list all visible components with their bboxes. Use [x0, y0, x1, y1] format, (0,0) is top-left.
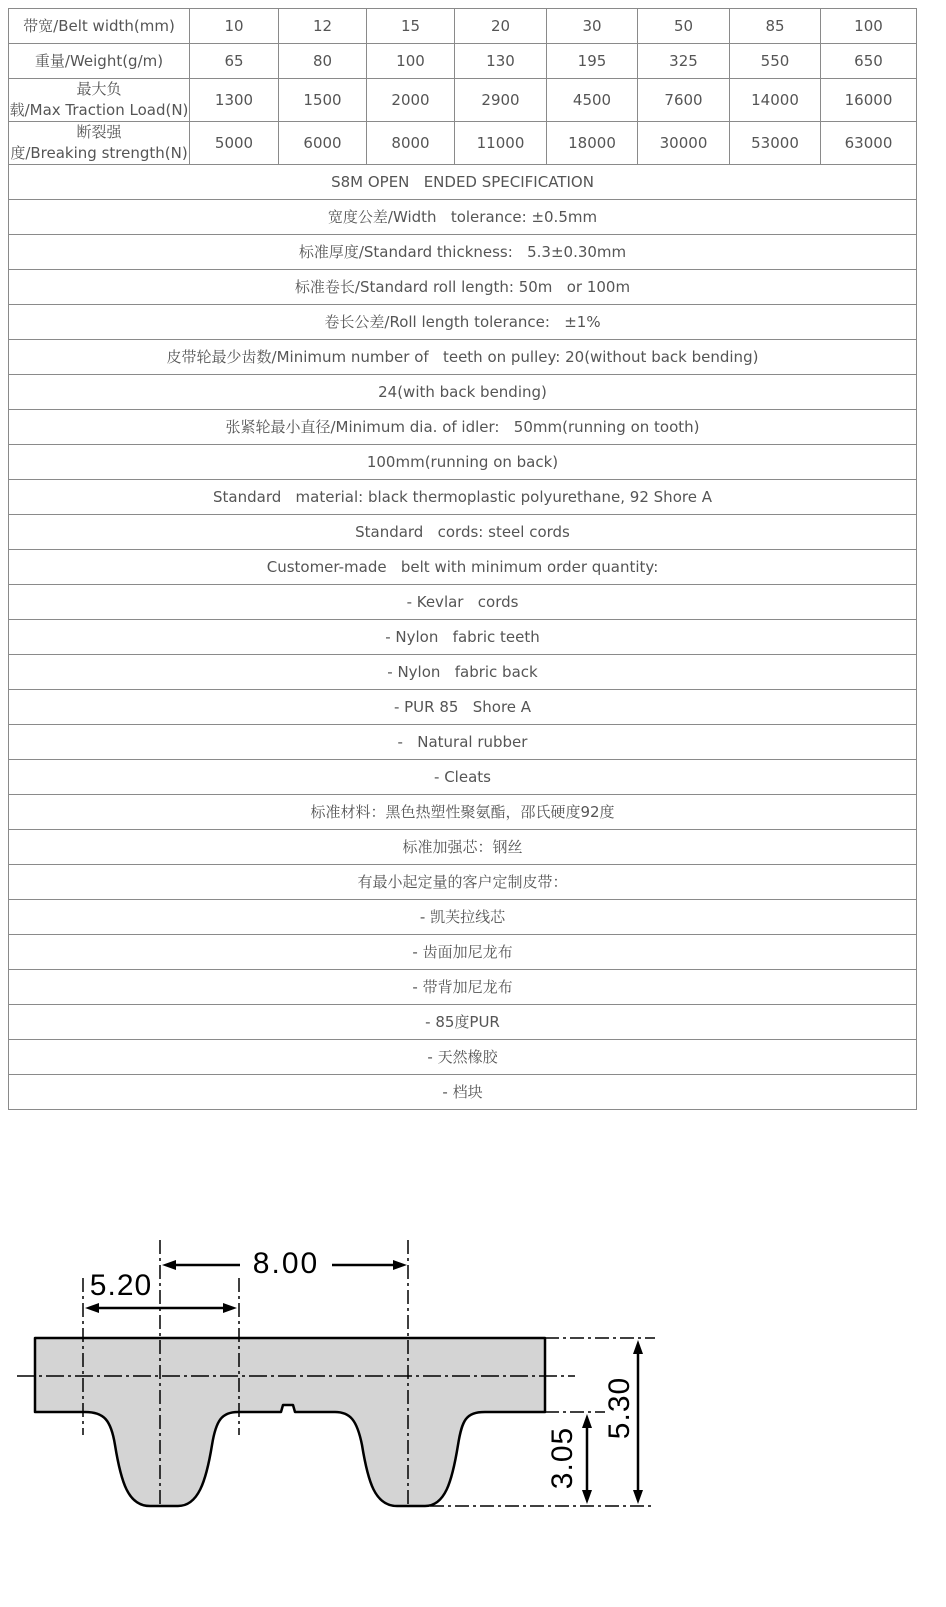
spec-text: - Nylon fabric back: [9, 655, 917, 690]
grid-cell: 80: [279, 44, 367, 79]
spec-row: [9, 935, 917, 970]
grid-row: [9, 9, 917, 44]
grid-cell: 30: [547, 9, 638, 44]
spec-table: [8, 8, 917, 1110]
spec-row: [9, 445, 917, 480]
spec-text: - 带背加尼龙布: [9, 970, 917, 1005]
grid-cell: 1300: [190, 79, 279, 122]
spec-row: [9, 655, 917, 690]
tooth-height-label: 3.05: [546, 1426, 579, 1490]
grid-cell: 130: [455, 44, 547, 79]
s8m-profile-drawing: [0, 1220, 946, 1520]
grid-cell: 100: [367, 44, 455, 79]
row-header-line: 度/Breaking strength(N): [10, 144, 188, 162]
grid-cell: 30000: [638, 122, 730, 165]
grid-cell: 65: [190, 44, 279, 79]
spec-text: 标准加强芯：钢丝: [9, 830, 917, 865]
spec-text: - 天然橡胶: [9, 1040, 917, 1075]
grid-cell: 85: [730, 9, 821, 44]
spec-text: - 档块: [9, 1075, 917, 1110]
spec-text: 皮带轮最少齿数/Minimum number of teeth on pulley: 20(without back bending): [9, 340, 917, 375]
row-header: 重量/Weight(g/m): [9, 44, 190, 79]
grid-cell: 11000: [455, 122, 547, 165]
total-height-label: 5.30: [603, 1376, 636, 1440]
spec-text: - PUR 85 Shore A: [9, 690, 917, 725]
pitch-label: 8.00: [252, 1247, 320, 1280]
grid-cell: 195: [547, 44, 638, 79]
spec-text: Customer-made belt with minimum order quantity:: [9, 550, 917, 585]
spec-text: 标准厚度/Standard thickness: 5.3±0.30mm: [9, 235, 917, 270]
grid-cell: 6000: [279, 122, 367, 165]
grid-cell: 10: [190, 9, 279, 44]
spec-row: [9, 1040, 917, 1075]
spec-row: [9, 725, 917, 760]
grid-cell: 14000: [730, 79, 821, 122]
spec-row: [9, 165, 917, 200]
grid-cell: 18000: [547, 122, 638, 165]
spec-row: [9, 620, 917, 655]
spec-row: [9, 270, 917, 305]
grid-cell: 15: [367, 9, 455, 44]
spec-row: [9, 375, 917, 410]
grid-cell: 50: [638, 9, 730, 44]
spec-row: [9, 305, 917, 340]
spec-text: - Cleats: [9, 760, 917, 795]
spec-row: [9, 585, 917, 620]
spec-row: [9, 970, 917, 1005]
grid-cell: 63000: [821, 122, 917, 165]
grid-cell: 650: [821, 44, 917, 79]
grid-cell: 4500: [547, 79, 638, 122]
spec-text: 卷长公差/Roll length tolerance: ±1%: [9, 305, 917, 340]
spec-row: [9, 830, 917, 865]
grid-cell: 7600: [638, 79, 730, 122]
spec-row: [9, 760, 917, 795]
grid-row: [9, 79, 917, 122]
spec-row: [9, 865, 917, 900]
spec-row: [9, 900, 917, 935]
spec-text: - Kevlar cords: [9, 585, 917, 620]
grid-row: [9, 122, 917, 165]
spec-row: [9, 340, 917, 375]
grid-cell: 2000: [367, 79, 455, 122]
grid-cell: 100: [821, 9, 917, 44]
spec-row: [9, 200, 917, 235]
row-header-line: 最大负: [76, 80, 122, 98]
tooth-width-label: 5.20: [89, 1269, 153, 1302]
spec-text: 宽度公差/Width tolerance: ±0.5mm: [9, 200, 917, 235]
spec-text: 标准卷长/Standard roll length: 50m or 100m: [9, 270, 917, 305]
row-header-line: 断裂强: [76, 123, 122, 141]
spec-row: [9, 235, 917, 270]
spec-text: - 凯芙拉线芯: [9, 900, 917, 935]
spec-row: [9, 1075, 917, 1110]
spec-text: - 85度PUR: [9, 1005, 917, 1040]
grid-cell: 2900: [455, 79, 547, 122]
grid-cell: 5000: [190, 122, 279, 165]
spec-text: 有最小起定量的客户定制皮带：: [9, 865, 917, 900]
grid-cell: 325: [638, 44, 730, 79]
spec-row: [9, 550, 917, 585]
spec-text: 24(with back bending): [9, 375, 917, 410]
grid-cell: 12: [279, 9, 367, 44]
grid-cell: 1500: [279, 79, 367, 122]
spec-text: - Natural rubber: [9, 725, 917, 760]
spec-row: [9, 480, 917, 515]
spec-row: [9, 690, 917, 725]
grid-cell: 550: [730, 44, 821, 79]
spec-row: [9, 410, 917, 445]
row-header: [9, 79, 190, 122]
spec-row: [9, 795, 917, 830]
row-header: 带宽/Belt width(mm): [9, 9, 190, 44]
row-header-line: 载/Max Traction Load(N): [9, 101, 189, 119]
grid-cell: 53000: [730, 122, 821, 165]
spec-text: Standard cords: steel cords: [9, 515, 917, 550]
spec-text: Standard material: black thermoplastic polyurethane, 92 Shore A: [9, 480, 917, 515]
spec-text: S8M OPEN ENDED SPECIFICATION: [9, 165, 917, 200]
spec-text: 张紧轮最小直径/Minimum dia. of idler: 50mm(running on tooth): [9, 410, 917, 445]
spec-text: - 齿面加尼龙布: [9, 935, 917, 970]
spec-text: - Nylon fabric teeth: [9, 620, 917, 655]
belt-profile: [35, 1338, 545, 1506]
spec-text: 标准材料：黑色热塑性聚氨酯，邵氏硬度92度: [9, 795, 917, 830]
grid-row: [9, 44, 917, 79]
grid-cell: 20: [455, 9, 547, 44]
grid-cell: 8000: [367, 122, 455, 165]
tooth-height-dimension: [582, 1414, 592, 1504]
tooth-width-dimension: [85, 1303, 237, 1313]
spec-text: 100mm(running on back): [9, 445, 917, 480]
spec-row: [9, 515, 917, 550]
grid-cell: 16000: [821, 79, 917, 122]
spec-row: [9, 1005, 917, 1040]
row-header: [9, 122, 190, 165]
